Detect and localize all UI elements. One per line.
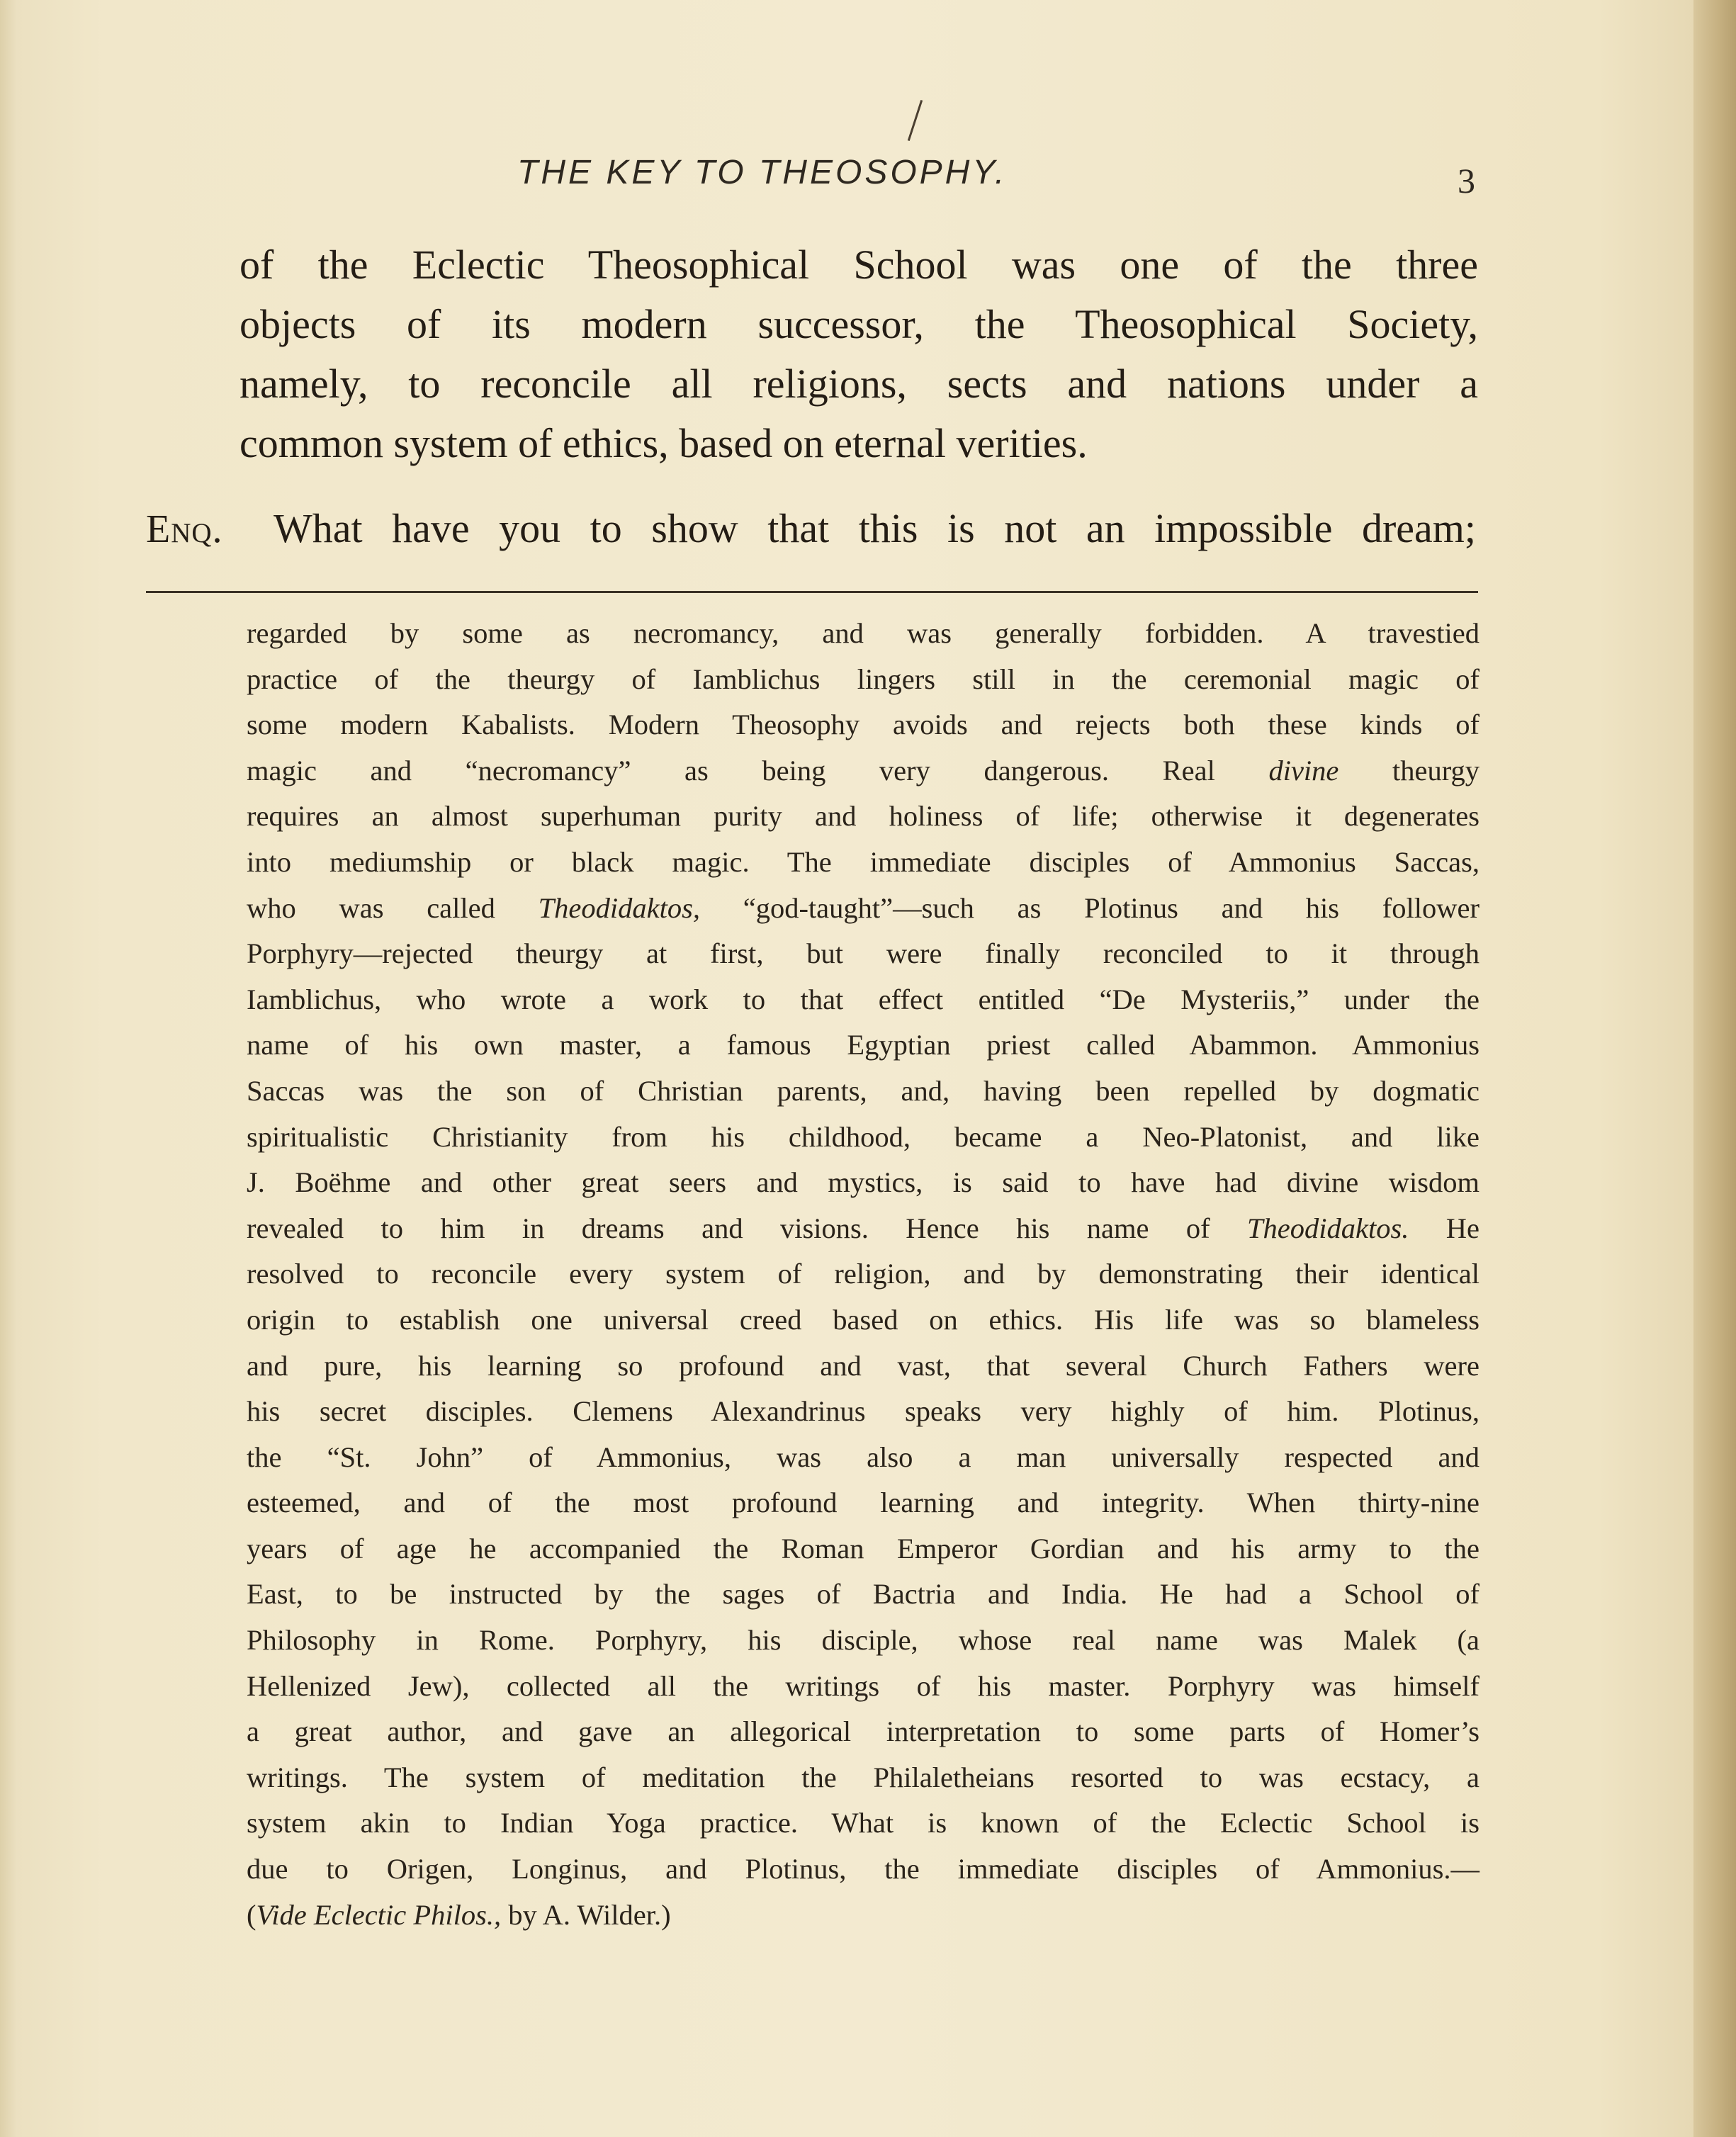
footnote-line [247, 977, 1479, 1023]
footnote-line [247, 886, 1479, 932]
footnote-line [247, 657, 1479, 703]
footnote-text: esteemed, and of the most profound learning and integrity. When thirty-nine [247, 1487, 1479, 1519]
footnote-line [247, 1664, 1479, 1710]
page-left-edge [0, 0, 16, 2137]
footnote-text: resolved to reconcile every system of religion, and by demonstrating their identical [247, 1258, 1479, 1290]
footnote-text: revealed to him in dreams and visions. Hence his name of [247, 1212, 1247, 1244]
footnote-text: Porphyry—rejected theurgy at first, but were finally reconciled to it through [247, 937, 1479, 970]
footnote [247, 611, 1479, 1938]
footnote-text: his secret disciples. Clemens Alexandrinus speaks very highly of him. Plotinus, [247, 1395, 1479, 1428]
footnote-line [247, 611, 1479, 657]
page-number: 3 [1458, 161, 1475, 201]
ink-mark [908, 100, 923, 141]
footnote-line [247, 1618, 1479, 1664]
speaker-label: Enq. [146, 507, 223, 551]
footnote-text: the “St. John” of Ammonius, was also a man universally respected and [247, 1440, 1479, 1473]
footnote-text: spiritualistic Christianity from his childhood, became a Neo-Platonist, and like [247, 1120, 1479, 1153]
footnote-line [247, 1846, 1479, 1893]
footnote-line-last [247, 1893, 1479, 1939]
footnote-text: origin to establish one universal creed based on ethics. His life was so blameless [247, 1303, 1479, 1336]
enquiry-text: What have you to show that this is not an impossible dream; [274, 505, 1476, 551]
footnote-text: requires an almost superhuman purity and holiness of life; otherwise it degenerates [247, 800, 1479, 833]
footnote-text: and pure, his learning so profound and vast, that several Church Fathers were [247, 1349, 1479, 1382]
footnote-text: Iamblichus, who wrote a work to that effect entitled “De Mysteriis,” under the [247, 983, 1479, 1015]
footnote-line [247, 1343, 1479, 1389]
footnote-text: East, to be instructed by the sages of Bactria and India. He had a School of [247, 1578, 1479, 1611]
page-right-edge [1693, 0, 1736, 2137]
footnote-line [247, 1755, 1479, 1801]
footnote-line [247, 1160, 1479, 1206]
footnote-line [247, 1435, 1479, 1481]
footnote-line [247, 1022, 1479, 1068]
footnote-line [247, 702, 1479, 748]
footnote-line [247, 748, 1479, 794]
main-line: objects of its modern successor, the Theosophical Society, [239, 301, 1478, 347]
footnote-text: theurgy [1338, 754, 1479, 786]
footnote-italic: Theodidaktos. [1247, 1212, 1409, 1244]
footnote-line [247, 1800, 1479, 1846]
footnote-text: who was called [247, 891, 539, 924]
footnote-text: “god-taught”—such as Plotinus and his follower [699, 891, 1479, 924]
footnote-text: by A. Wilder.) [501, 1898, 671, 1931]
footnote-text: a great author, and gave an allegorical interpretation to some parts of Homer’s [247, 1715, 1479, 1748]
footnote-rule [146, 591, 1478, 593]
footnote-text: Saccas was the son of Christian parents, and, having been repelled by dogmatic [247, 1074, 1479, 1107]
footnote-text: magic and “necromancy” as being very dangerous. Real [247, 754, 1269, 786]
footnote-text: due to Origen, Longinus, and Plotinus, the immediate disciples of Ammonius.— [247, 1853, 1479, 1885]
footnote-line [247, 1206, 1479, 1252]
main-line-last: common system of ethics, based on eternal verities. [239, 420, 1088, 466]
main-paragraph [239, 235, 1478, 473]
footnote-line [247, 1251, 1479, 1297]
footnote-line [247, 1389, 1479, 1435]
footnote-text: system akin to Indian Yoga practice. What is known of the Eclectic School is [247, 1807, 1479, 1839]
footnote-text: practice of the theurgy of Iamblichus lingers still in the ceremonial magic of [247, 662, 1479, 695]
footnote-line [247, 1709, 1479, 1755]
page-header [142, 147, 1488, 201]
footnote-text: ( [247, 1898, 257, 1931]
footnote-text: into mediumship or black magic. The immediate disciples of Ammonius Saccas, [247, 845, 1479, 878]
running-title: THE KEY TO THEOSOPHY. [517, 154, 1008, 191]
footnote-line [247, 1068, 1479, 1115]
footnote-italic: Vide Eclectic Philos., [256, 1898, 502, 1931]
footnote-line [247, 794, 1479, 840]
footnote-text: J. Boëhme and other great seers and mystics, is said to have had divine wisdom [247, 1166, 1479, 1199]
footnote-line [247, 1526, 1479, 1572]
footnote-line [247, 840, 1479, 886]
footnote-italic: divine [1268, 754, 1339, 786]
footnote-text: some modern Kabalists. Modern Theosophy avoids and rejects both these kinds of [247, 709, 1479, 741]
footnote-italic: Theodidaktos, [538, 891, 700, 924]
footnote-text: regarded by some as necromancy, and was generally forbidden. A travestied [247, 617, 1479, 649]
footnote-text: years of age he accompanied the Roman Emperor Gordian and his army to the [247, 1532, 1479, 1564]
footnote-text: writings. The system of meditation the Philaletheians resorted to was ecstacy, a [247, 1761, 1479, 1793]
footnote-line [247, 1115, 1479, 1161]
footnote-line [247, 1480, 1479, 1526]
footnote-text: name of his own master, a famous Egyptian priest called Abammon. Ammonius [247, 1029, 1479, 1061]
main-line: of the Eclectic Theosophical School was one of the three [239, 242, 1478, 288]
enquiry-paragraph [146, 499, 1478, 559]
footnote-text: He [1409, 1212, 1479, 1244]
main-line: namely, to reconcile all religions, sects and nations under a [239, 361, 1478, 407]
footnote-line [247, 1297, 1479, 1343]
footnote-line [247, 931, 1479, 977]
footnote-line [247, 1572, 1479, 1618]
footnote-text: Hellenized Jew), collected all the writings of his master. Porphyry was himself [247, 1669, 1479, 1702]
footnote-text: Philosophy in Rome. Porphyry, his disciple, whose real name was Malek (a [247, 1624, 1479, 1657]
